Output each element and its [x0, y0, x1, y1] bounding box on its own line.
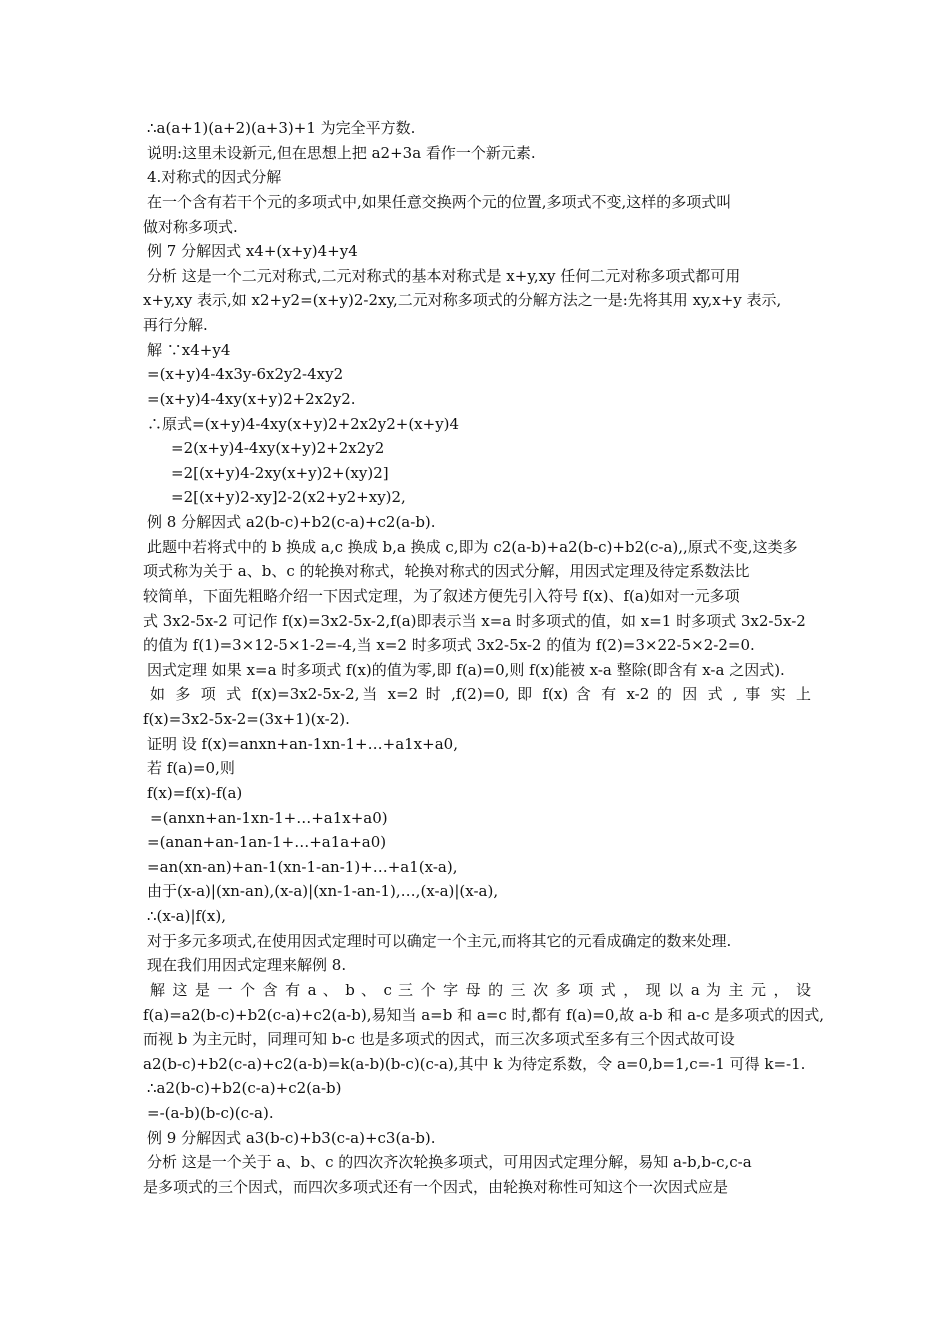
text-line: 证明 设 f(x)=anxn+an-1xn-1+…+a1x+a0,	[147, 734, 458, 753]
section-heading: 4.对称式的因式分解	[147, 168, 282, 187]
equation-line: =2[(x+y)2-xy]2-2(x2+y2+xy)2,	[171, 488, 406, 507]
text-line: 较简单，下面先粗略介绍一下因式定理，为了叙述方便先引入符号 f(x)、f(a)如对一元多项	[143, 586, 740, 605]
equation-line: f(x)=f(x)-f(a)	[147, 783, 243, 802]
equation-line: ∴(x-a)|f(x),	[147, 907, 226, 925]
text-line: x+y,xy 表示,如 x2+y2=(x+y)2-2xy,二元对称多项式的分解方法之一是:先将其用 xy,x+y 表示,	[143, 291, 782, 310]
example-heading: 例 9 分解因式 a3(b-c)+b3(c-a)+c3(a-b).	[147, 1128, 436, 1147]
text-line: 项式称为关于 a、b、c 的轮换对称式，轮换对称式的因式分解，用因式定理及待定系数法比	[143, 562, 750, 581]
equation-line: =(anan+an-1an-1+…+a1a+a0)	[147, 833, 387, 852]
example-heading: 例 8 分解因式 a2(b-c)+b2(c-a)+c2(a-b).	[147, 513, 436, 531]
text-line: 分析 这是一个二元对称式,二元对称式的基本对称式是 x+y,xy 任何二元对称多项式都可用	[147, 266, 741, 285]
equation-line: =-(a-b)(b-c)(c-a).	[147, 1104, 274, 1122]
text-line: 如 多 项 式 f(x)=3x2-5x-2,当 x=2 时 ,f(2)=0, 即 f(x) 含 有 x-2 的 因 式 , 事 实 上	[150, 685, 811, 704]
text-line: 说明:这里未设新元,但在思想上把 a2+3a 看作一个新元素.	[147, 143, 536, 162]
text-line: a2(b-c)+b2(c-a)+c2(a-b)=k(a-b)(b-c)(c-a),其中 k 为待定系数，令 a=0,b=1,c=-1 可得 k=-1.	[143, 1054, 806, 1073]
equation-line: =2[(x+y)4-2xy(x+y)2+(xy)2]	[171, 463, 389, 482]
text-line: 若 f(a)=0,则	[147, 759, 235, 778]
text-line: 再行分解.	[143, 316, 208, 334]
example-heading: 例 7 分解因式 x4+(x+y)4+y4	[147, 242, 358, 261]
text-line: 因式定理 如果 x=a 时多项式 f(x)的值为零,即 f(a)=0,则 f(x)能被 x-a 整除(即含有 x-a 之因式).	[147, 660, 785, 679]
text-line: f(a)=a2(b-c)+b2(c-a)+c2(a-b),易知当 a=b 和 a=c 时,都有 f(a)=0,故 a-b 和 a-c 是多项式的因式,	[143, 1005, 825, 1024]
text-line: 分析 这是一个关于 a、b、c 的四次齐次轮换多项式，可用因式定理分解，易知 a-b,b-c,c-a	[147, 1153, 752, 1172]
equation-line: =2(x+y)4-4xy(x+y)2+2x2y2	[171, 439, 385, 458]
text-line: 在一个含有若干个元的多项式中,如果任意交换两个元的位置,多项式不变,这样的多项式叫	[147, 192, 732, 211]
document-page	[143, 116, 825, 1200]
text-line: ∴a(a+1)(a+2)(a+3)+1 为完全平方数.	[147, 119, 416, 137]
text-line: 此题中若将式中的 b 换成 a,c 换成 b,a 换成 c,即为 c2(a-b)+a2(b-c)+b2(c-a),,原式不变,这类多	[147, 537, 798, 556]
text-line: 解 这 是 一 个 含 有 a 、 b 、 c 三 个 字 母 的 三 次 多 项 式 ， 现 以 a 为 主 元 ， 设	[150, 980, 811, 999]
equation-line: =(x+y)4-4xy(x+y)2+2x2y2.	[147, 389, 356, 408]
equation-line: =an(xn-an)+an-1(xn-1-an-1)+…+a1(x-a),	[147, 857, 458, 876]
equation-line: ∴原式=(x+y)4-4xy(x+y)2+2x2y2+(x+y)4	[147, 414, 460, 433]
text-line: 解 ∵x4+y4	[147, 340, 231, 359]
text-line: 的值为 f(1)=3×12-5×1-2=-4,当 x=2 时多项式 3x2-5x-2 的值为 f(2)=3×22-5×2-2=0.	[143, 636, 755, 655]
text-line: 式 3x2-5x-2 可记作 f(x)=3x2-5x-2,f(a)即表示当 x=a 时多项式的值，如 x=1 时多项式 3x2-5x-2	[143, 611, 806, 630]
equation-line: ∴a2(b-c)+b2(c-a)+c2(a-b)	[147, 1079, 342, 1098]
equation-line: =(anxn+an-1xn-1+…+a1x+a0)	[150, 808, 388, 827]
text-line: 现在我们用因式定理来解例 8.	[147, 956, 347, 975]
text-line: 做对称多项式.	[143, 217, 238, 236]
equation-line: =(x+y)4-4x3y-6x2y2-4xy2	[147, 365, 344, 384]
text-line: 而视 b 为主元时，同理可知 b-c 也是多项式的因式，而三次多项式至多有三个因式故可设	[143, 1030, 735, 1049]
text-line: f(x)=3x2-5x-2=(3x+1)(x-2).	[143, 710, 350, 728]
text-line: 是多项式的三个因式，而四次多项式还有一个因式，由轮换对称性可知这个一次因式应是	[143, 1177, 729, 1196]
text-line: 由于(x-a)|(xn-an),(x-a)|(xn-1-an-1),…,(x-a)|(x-a),	[147, 882, 499, 901]
text-line: 对于多元多项式,在使用因式定理时可以确定一个主元,而将其它的元看成确定的数来处理.	[147, 931, 732, 950]
